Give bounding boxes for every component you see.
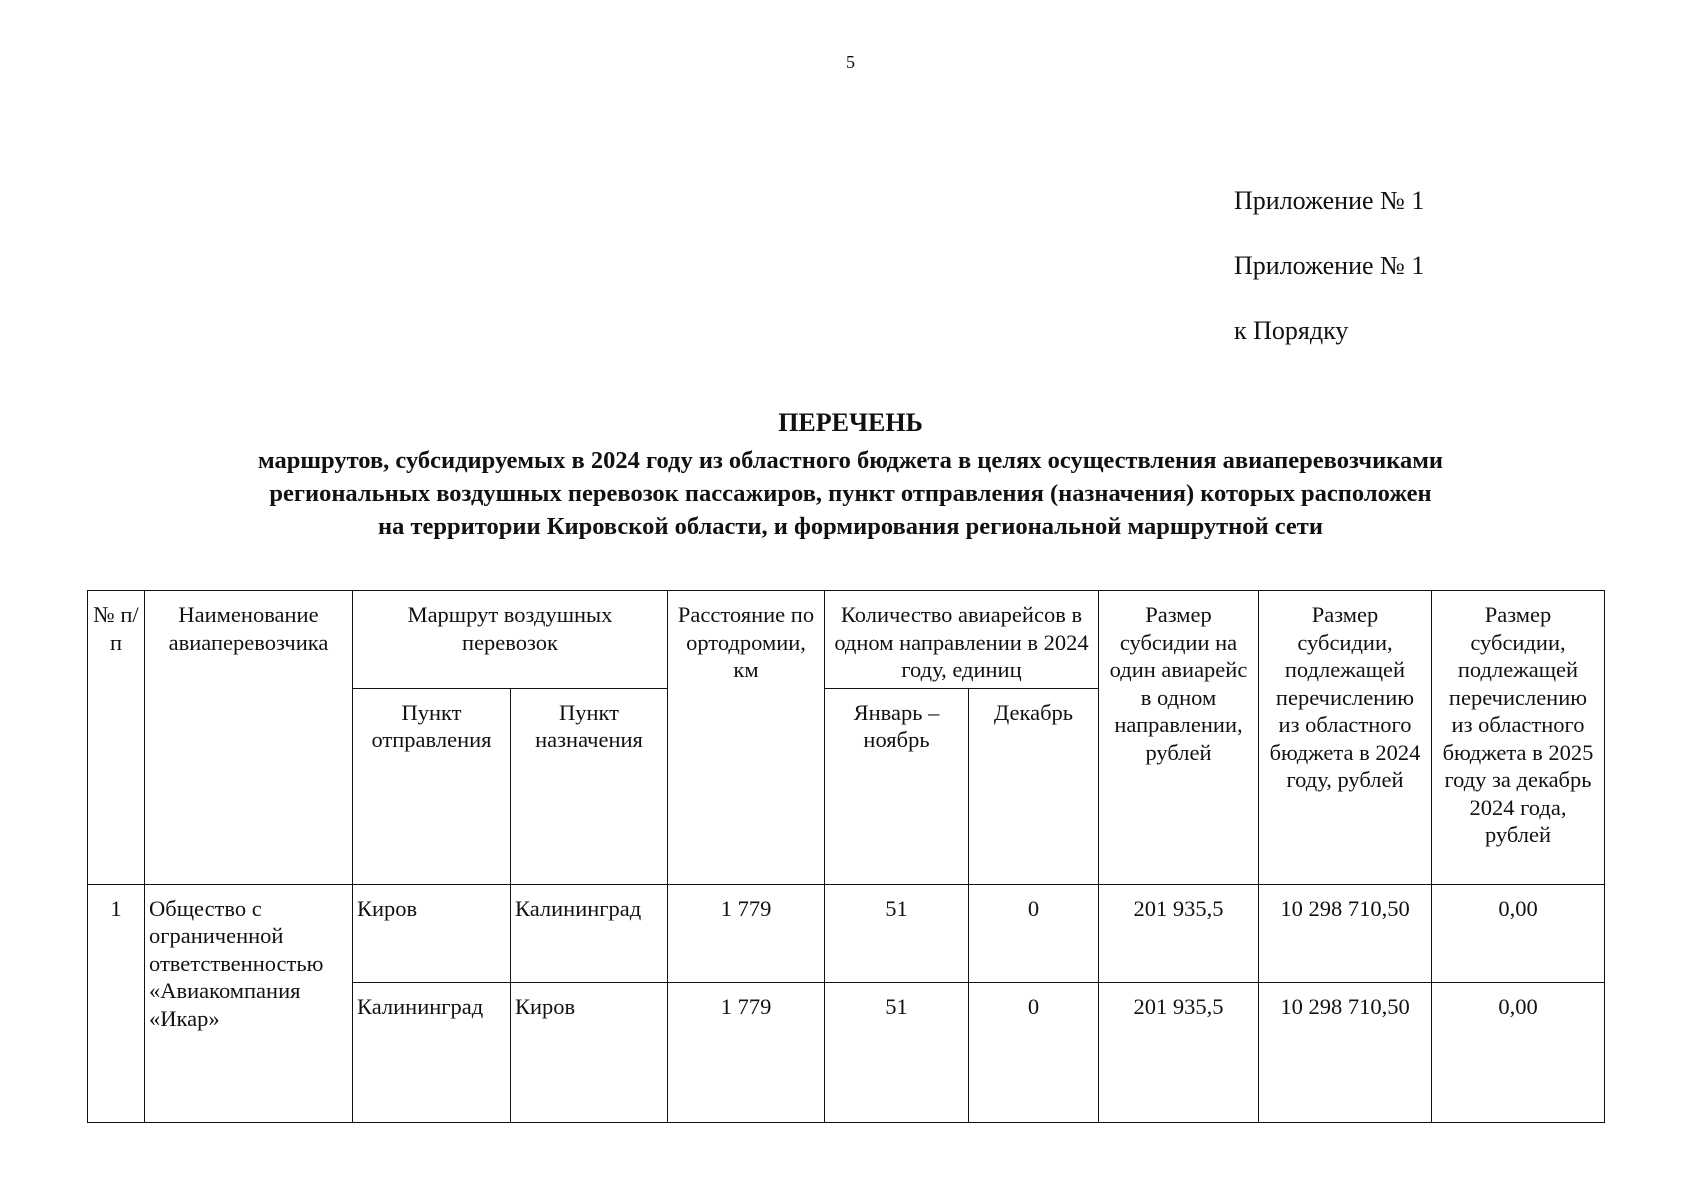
header-number: № п/п bbox=[88, 591, 145, 885]
header-flights: Количество авиарейсов в одном направлении в 2024 году, единиц bbox=[825, 591, 1099, 689]
december-cell: 0 bbox=[969, 982, 1099, 1122]
subsidy-per-flight-cell: 201 935,5 bbox=[1099, 982, 1259, 1122]
header-departure: Пункт отправления bbox=[353, 688, 511, 884]
subsidy-2024-cell: 10 298 710,50 bbox=[1259, 884, 1432, 982]
document-title: ПЕРЕЧЕНЬ bbox=[778, 408, 923, 437]
header-destination: Пункт назначения bbox=[511, 688, 668, 884]
header-distance: Расстояние по ортодромии, км bbox=[668, 591, 825, 885]
header-subsidy-2024: Размер субсидии, подлежащей перечислению из областного бюджета в 2024 году, рублей bbox=[1259, 591, 1432, 885]
header-route: Маршрут воздушных перевозок bbox=[353, 591, 668, 689]
header-subsidy-2025: Размер субсидии, подлежащей перечислению из областного бюджета в 2025 году за декабрь 2024 года, рублей bbox=[1432, 591, 1605, 885]
routes-table bbox=[87, 590, 1605, 1123]
document-subtitle-line-1: маршрутов, субсидируемых в 2024 году из областного бюджета в целях осуществления авиаперевозчиками bbox=[257, 447, 1444, 474]
subsidy-per-flight-cell: 201 935,5 bbox=[1099, 884, 1259, 982]
subsidy-2025-cell: 0,00 bbox=[1432, 982, 1605, 1122]
december-cell: 0 bbox=[969, 884, 1099, 982]
subsidy-2025-cell: 0,00 bbox=[1432, 884, 1605, 982]
page-number: 5 bbox=[846, 52, 855, 72]
header-subsidy-per-flight: Размер субсидии на один авиарейс в одном направлении, рублей bbox=[1099, 591, 1259, 885]
departure-cell: Калининград bbox=[353, 982, 511, 1122]
jan-nov-cell: 51 bbox=[825, 884, 969, 982]
table-row bbox=[88, 884, 1605, 982]
carrier-name: Общество с ограниченной ответственностью «Авиакомпания «Икар» bbox=[145, 884, 353, 1122]
document-subtitle-line-3: на территории Кировской области, и формирования региональной маршрутной сети bbox=[378, 513, 1323, 540]
jan-nov-cell: 51 bbox=[825, 982, 969, 1122]
distance-cell: 1 779 bbox=[668, 982, 825, 1122]
departure-cell: Киров bbox=[353, 884, 511, 982]
header-december: Декабрь bbox=[969, 688, 1099, 884]
header-jan-nov: Январь – ноябрь bbox=[825, 688, 969, 884]
appendix-label: Приложение № 1 bbox=[1234, 186, 1425, 215]
destination-cell: Калининград bbox=[511, 884, 668, 982]
distance-cell: 1 779 bbox=[668, 884, 825, 982]
appendix-procedure-ref: к Порядку bbox=[1234, 316, 1349, 345]
row-number: 1 bbox=[88, 884, 145, 1122]
subsidy-2024-cell: 10 298 710,50 bbox=[1259, 982, 1432, 1122]
document-subtitle-line-2: региональных воздушных перевозок пассажиров, пункт отправления (назначения) которых расположен bbox=[269, 480, 1432, 507]
destination-cell: Киров bbox=[511, 982, 668, 1122]
header-carrier: Наименование авиаперевозчика bbox=[145, 591, 353, 885]
table-header-row bbox=[88, 591, 1605, 689]
appendix-label-repeat: Приложение № 1 bbox=[1234, 251, 1425, 280]
